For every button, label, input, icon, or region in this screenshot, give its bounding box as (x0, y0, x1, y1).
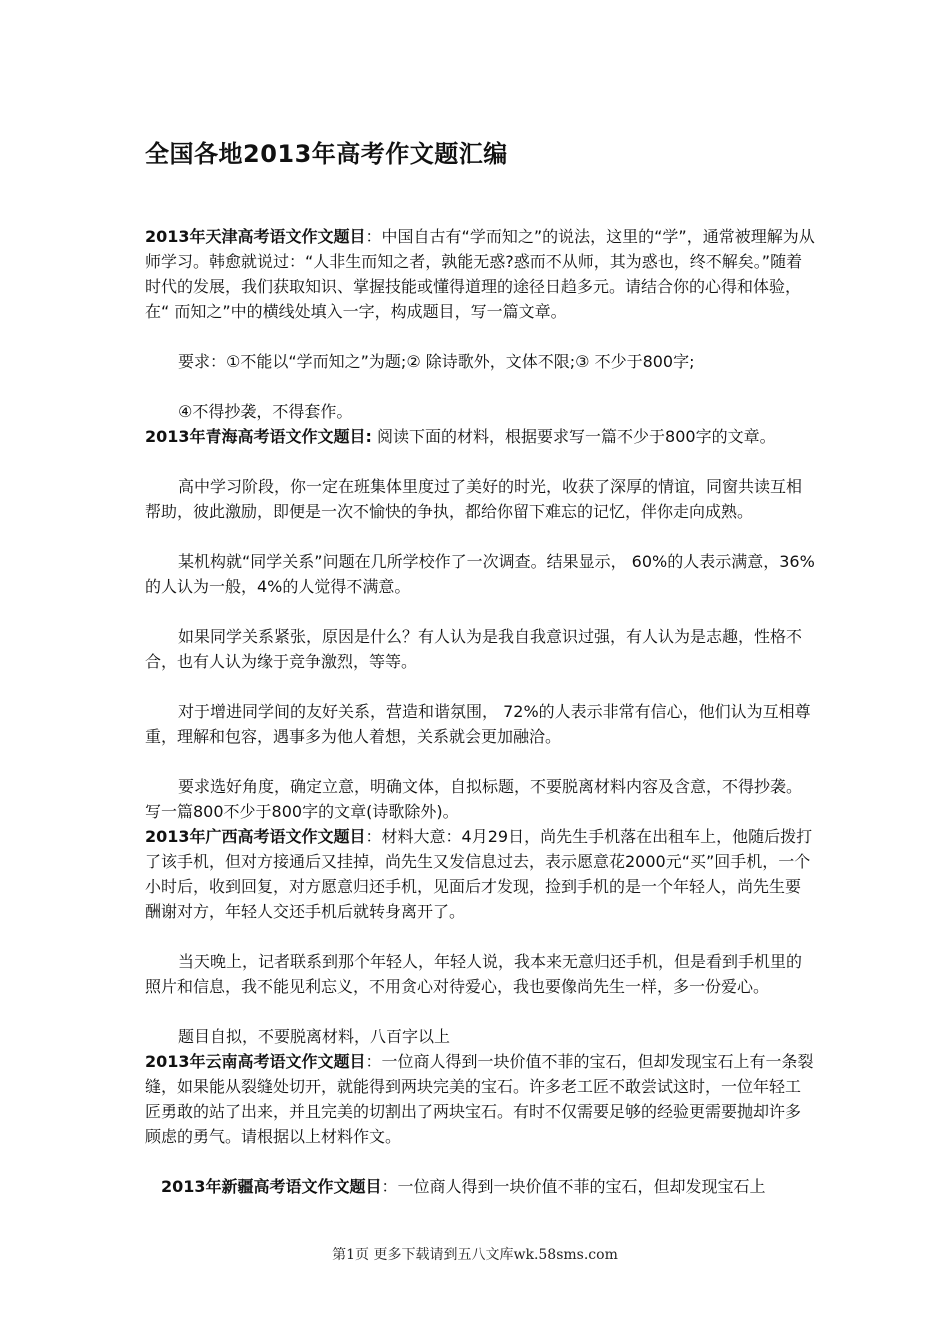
document-body (145, 224, 815, 1199)
qinghai-question (145, 424, 815, 449)
page-footer: 第1页 更多下载请到五八文库wk.58sms.com (332, 1247, 618, 1263)
qinghai-intro: 阅读下面的材料，根据要求写一篇不少于800字的文章。 (371, 427, 776, 446)
qinghai-paragraph-1: 高中学习阶段，你一定在班集体里度过了美好的时光，收获了深厚的情谊，同窗共读互相帮助，彼此激励，即便是一次不愉快的争执，都给你留下难忘的记忆，伴你走向成熟。 (145, 477, 803, 521)
tianjin-requirement-2: ④不得抄袭，不得套作。 (178, 402, 353, 421)
yunnan-question (145, 1049, 815, 1149)
qinghai-label: 2013年青海高考语文作文题目: (145, 427, 372, 446)
xinjiang-label: 2013年新疆高考语文作文题目 (161, 1177, 382, 1196)
guangxi-intro: ：材料大意：4月29日，尚先生手机落在出租车上，他随后拨打了该手机，但对方接通后又挂掉，尚先生又发信息过去，表示愿意花2000元“买”回手机，一个小时后，收到回复，对方愿意归还手机，见面后才发现，捡到手机的是一个年轻人，尚先生要酬谢对方，年轻人交还手机后就转身离开了。 (145, 827, 813, 921)
yunnan-intro: ：一位商人得到一块价值不菲的宝石，但却发现宝石上有一条裂缝，如果能从裂缝处切开，就能得到两块完美的宝石。许多老工匠不敢尝试这时，一位年轻工匠勇敢的站了出来，并且完美的切割出了两块宝石。有时不仅需要足够的经验更需要抛却许多顾虑的勇气。请根据以上材料作文。 (145, 1052, 814, 1146)
tianjin-requirement-1: 要求：①不能以“学而知之”为题;② 除诗歌外，文体不限;③ 不少于800字; (178, 352, 695, 371)
qinghai-paragraph-3: 如果同学关系紧张，原因是什么？有人认为是我自我意识过强，有人认为是志趣，性格不合，也有人认为缘于竞争激烈，等等。 (145, 627, 803, 671)
tianjin-label: 2013年天津高考语文作文题目 (145, 227, 366, 246)
xinjiang-question (145, 1174, 815, 1199)
yunnan-label: 2013年云南高考语文作文题目 (145, 1052, 366, 1071)
tianjin-intro: ：中国自古有“学而知之”的说法，这里的“学”，通常被理解为从师学习。韩愈就说过：“人非生而知之者，孰能无惑?惑而不从师，其为惑也，终不解矣。”随着时代的发展，我们获取知识、掌握技能或懂得道理的途径日趋多元。请结合你的心得和体验，在“ 而知之”中的横线处填入一字，构成题目，写一篇文章。 (145, 227, 815, 321)
qinghai-paragraph-5: 要求选好角度，确定立意，明确文体，自拟标题，不要脱离材料内容及含意，不得抄袭。写一篇800不少于800字的文章(诗歌除外)。 (145, 777, 803, 821)
tianjin-question (145, 224, 815, 324)
guangxi-label: 2013年广西高考语文作文题目 (145, 827, 366, 846)
guangxi-paragraph-2: 题目自拟，不要脱离材料，八百字以上 (178, 1027, 451, 1046)
page-title: 全国各地2013年高考作文题汇编 (145, 140, 508, 168)
xinjiang-intro: ：一位商人得到一块价值不菲的宝石，但却发现宝石上 (381, 1177, 766, 1196)
guangxi-paragraph-1: 当天晚上，记者联系到那个年轻人，年轻人说，我本来无意归还手机，但是看到手机里的照片和信息，我不能见利忘义，不用贪心对待爱心，我也要像尚先生一样，多一份爱心。 (145, 952, 803, 996)
qinghai-paragraph-4: 对于增进同学间的友好关系，营造和谐氛围， 72%的人表示非常有信心，他们认为互相尊重，理解和包容，遇事多为他人着想，关系就会更加融洽。 (145, 702, 811, 746)
guangxi-question (145, 824, 815, 924)
qinghai-paragraph-2: 某机构就“同学关系”问题在几所学校作了一次调查。结果显示， 60%的人表示满意，36%的人认为一般，4%的人觉得不满意。 (145, 552, 815, 596)
